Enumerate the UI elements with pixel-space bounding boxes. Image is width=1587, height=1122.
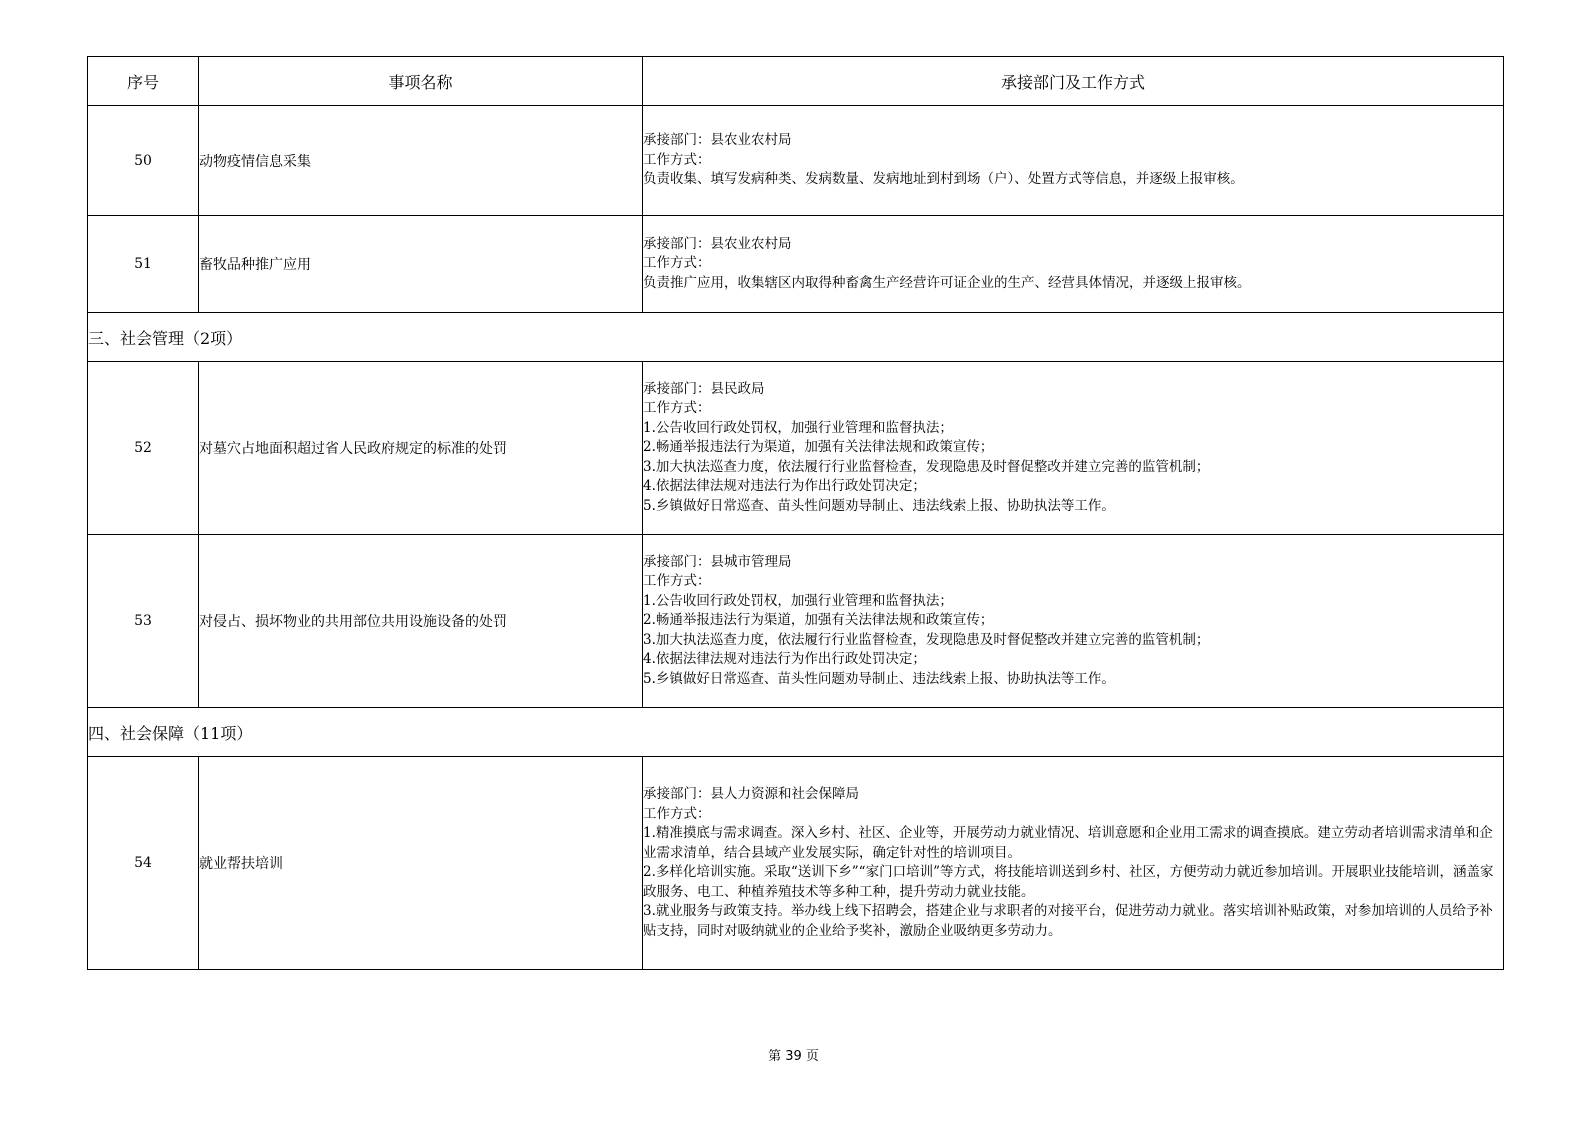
row-method-paragraph: 1.精准摸底与需求调查。深入乡村、社区、企业等，开展劳动力就业情况、培训意愿和企业用工需求的调查摸底。建立劳动者培训需求清单和企业需求清单，结合县域产业发展实际，确定针对性的培训项目。 [643, 825, 1493, 861]
row-method-line: 负责收集、填写发病种类、发病数量、发病地址到村到场（户）、处置方式等信息，并逐级上报审核。 [643, 171, 1244, 188]
row-serial-number: 54 [88, 757, 199, 970]
row-item-name: 就业帮扶培训 [199, 757, 643, 970]
table-row [88, 362, 1504, 535]
row-method-line: 3.加大执法巡查力度，依法履行行业监督检查，发现隐患及时督促整改并建立完善的监管机制； [643, 631, 1210, 648]
page-number: 第 39 页 [768, 1049, 819, 1064]
row-department-method [643, 106, 1504, 216]
header-department-method: 承接部门及工作方式 [643, 57, 1504, 106]
table-header-row [88, 57, 1504, 106]
table-row [88, 535, 1504, 708]
table-row [88, 757, 1504, 970]
section-title-social-security: 四、社会保障（11项） [88, 708, 1504, 757]
matters-table [87, 56, 1504, 970]
row-department: 承接部门：县农业农村局 [643, 235, 792, 252]
row-method-paragraph: 2.多样化培训实施。采取“送训下乡”“家门口培训”等方式，将技能培训送到乡村、社区，方便劳动力就近参加培训。开展职业技能培训，涵盖家政服务、电工、种植养殖技术等多种工种，提升劳动力就业技能。 [643, 864, 1494, 900]
section-title-social-management: 三、社会管理（2项） [88, 313, 1504, 362]
row-method-line: 2.畅通举报违法行为渠道，加强有关法律法规和政策宣传； [643, 612, 994, 629]
row-department-method [643, 757, 1504, 970]
row-department: 承接部门：县城市管理局 [643, 553, 792, 570]
row-department-method [643, 362, 1504, 535]
row-method-line: 1.公告收回行政处罚权，加强行业管理和监督执法； [643, 592, 953, 609]
row-method-line: 4.依据法律法规对违法行为作出行政处罚决定； [643, 651, 926, 668]
row-method-label: 工作方式： [643, 151, 711, 168]
row-item-name: 动物疫情信息采集 [199, 106, 643, 216]
section-row [88, 708, 1504, 757]
row-serial-number: 51 [88, 216, 199, 313]
row-method-line: 5.乡镇做好日常巡查、苗头性问题劝导制止、违法线索上报、协助执法等工作。 [643, 670, 1115, 687]
row-method-line: 5.乡镇做好日常巡查、苗头性问题劝导制止、违法线索上报、协助执法等工作。 [643, 497, 1115, 514]
row-serial-number: 53 [88, 535, 199, 708]
row-item-name: 对墓穴占地面积超过省人民政府规定的标准的处罚 [199, 362, 643, 535]
row-method-label: 工作方式： [643, 255, 711, 272]
row-department: 承接部门：县人力资源和社会保障局 [643, 786, 859, 802]
row-department-method [643, 535, 1504, 708]
header-serial-number: 序号 [88, 57, 199, 106]
row-method-label: 工作方式： [643, 573, 711, 590]
row-serial-number: 52 [88, 362, 199, 535]
section-row [88, 313, 1504, 362]
row-serial-number: 50 [88, 106, 199, 216]
row-method-line: 4.依据法律法规对违法行为作出行政处罚决定； [643, 478, 926, 495]
table-row [88, 216, 1504, 313]
row-method-label: 工作方式： [643, 805, 711, 822]
table-row [88, 106, 1504, 216]
header-item-name: 事项名称 [199, 57, 643, 106]
row-method-line: 3.加大执法巡查力度，依法履行行业监督检查，发现隐患及时督促整改并建立完善的监管机制； [643, 458, 1210, 475]
row-department-method [643, 216, 1504, 313]
row-item-name: 畜牧品种推广应用 [199, 216, 643, 313]
row-method-line: 2.畅通举报违法行为渠道，加强有关法律法规和政策宣传； [643, 439, 994, 456]
row-department: 承接部门：县农业农村局 [643, 132, 792, 149]
row-method-line: 1.公告收回行政处罚权，加强行业管理和监督执法； [643, 419, 953, 436]
row-method-line: 负责推广应用，收集辖区内取得种畜禽生产经营许可证企业的生产、经营具体情况，并逐级上报审核。 [643, 274, 1251, 291]
row-method-paragraph: 3.就业服务与政策支持。举办线上线下招聘会，搭建企业与求职者的对接平台，促进劳动力就业。落实培训补贴政策，对参加培训的人员给予补贴支持，同时对吸纳就业的企业给予奖补，激励企业吸纳更多劳动力。 [643, 903, 1493, 939]
row-item-name: 对侵占、损坏物业的共用部位共用设施设备的处罚 [199, 535, 643, 708]
row-method-label: 工作方式： [643, 400, 711, 417]
row-department: 承接部门：县民政局 [643, 380, 765, 397]
